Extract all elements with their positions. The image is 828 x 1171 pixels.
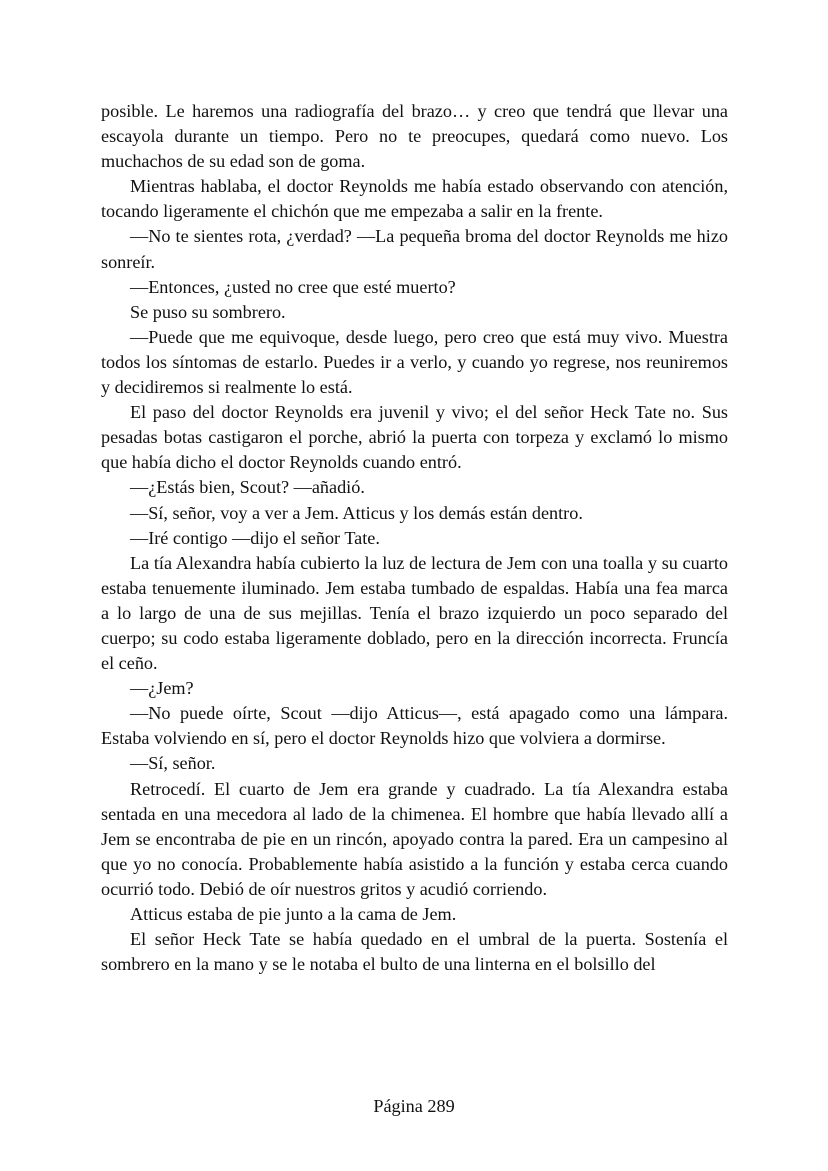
- paragraph: —¿Estás bien, Scout? —añadió.: [130, 477, 365, 498]
- paragraph: —Entonces, ¿usted no cree que esté muerto?: [130, 276, 456, 297]
- paragraph: Mientras hablaba, el doctor Reynolds me había estado observando con atención, tocando ligeramente el chichón que me empezaba a salir en la frente.: [101, 176, 728, 222]
- paragraph: —Puede que me equivoque, desde luego, pero creo que está muy vivo. Muestra todos los síntomas de estarlo. Puedes ir a verlo, y cuando yo regrese, nos reuniremos y decidiremos si realmente lo está.: [101, 326, 728, 398]
- paragraph: El señor Heck Tate se había quedado en el umbral de la puerta. Sostenía el sombrero en la mano y se le notaba el bulto de una linterna en el bolsillo del: [101, 929, 728, 975]
- paragraph: Atticus estaba de pie junto a la cama de Jem.: [130, 904, 457, 924]
- paragraph: —Iré contigo —dijo el señor Tate.: [130, 527, 380, 548]
- paragraph: Retrocedí. El cuarto de Jem era grande y cuadrado. La tía Alexandra estaba sentada en una mecedora al lado de la chimenea. El hombre que había llevado allí a Jem se encontraba de pie en un rincón, apoyado contra la pared. Era un campesino al que yo no conocía. Probablemente había asistido a la función y estaba cerca cuando ocurrió todo. Debió de oír nuestros gritos y acudió corriendo.: [101, 778, 728, 899]
- paragraph: —Sí, señor, voy a ver a Jem. Atticus y los demás están dentro.: [130, 502, 583, 523]
- page-number: Página 289: [373, 1096, 455, 1116]
- paragraph: El paso del doctor Reynolds era juvenil y vivo; el del señor Heck Tate no. Sus pesadas botas castigaron el porche, abrió la puerta con torpeza y exclamó lo mismo que había dicho el doctor Reynolds cuando entró.: [101, 402, 728, 473]
- paragraph: —¿Jem?: [130, 678, 194, 699]
- body-text: [101, 99, 728, 977]
- paragraph: Se puso su sombrero.: [130, 301, 286, 322]
- paragraph: —Sí, señor.: [130, 753, 216, 774]
- paragraph: La tía Alexandra había cubierto la luz de lectura de Jem con una toalla y su cuarto estaba tenuemente iluminado. Jem estaba tumbado de espaldas. Había una fea marca a lo largo de una de sus mejillas. Tenía el brazo izquierdo un poco separado del cuerpo; su codo estaba ligeramente doblado, pero en la dirección incorrecta. Fruncía el ceño.: [101, 552, 728, 674]
- paragraph: —No puede oírte, Scout —dijo Atticus—, está apagado como una lámpara. Estaba volviendo en sí, pero el doctor Reynolds hizo que volviera a dormirse.: [101, 703, 728, 749]
- paragraph-continued: posible. Le haremos una radiografía del brazo… y creo que tendrá que llevar una escayola durante un tiempo. Pero no te preocupes, quedará como nuevo. Los muchachos de su edad son de goma.: [101, 101, 728, 172]
- paragraph: —No te sientes rota, ¿verdad? —La pequeña broma del doctor Reynolds me hizo sonreír.: [101, 226, 728, 272]
